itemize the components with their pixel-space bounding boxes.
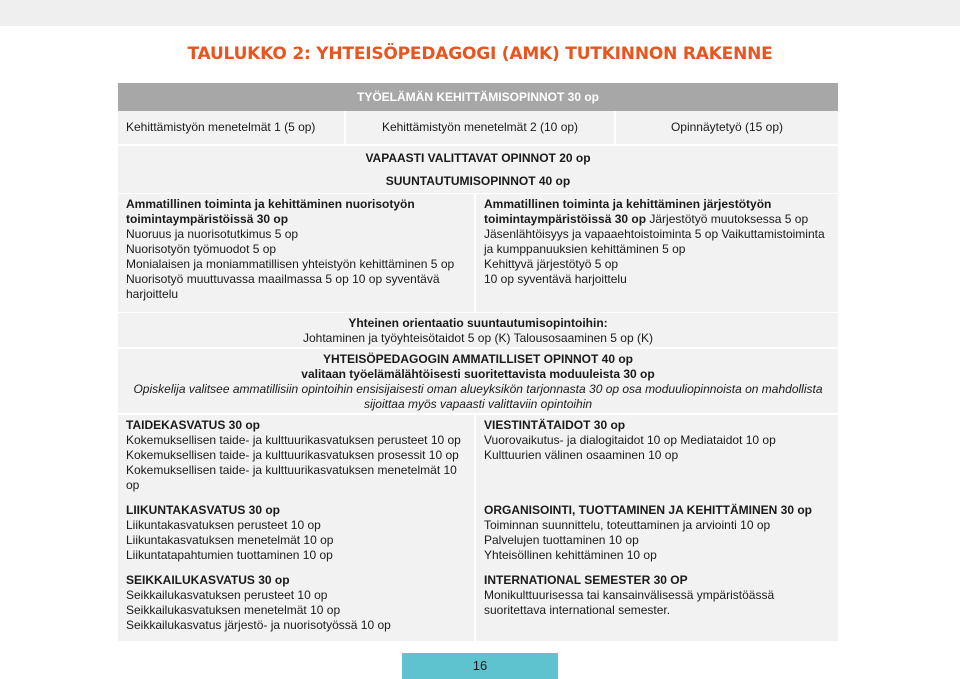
course-line: Nuorisotyön työmuodot 5 op [126,242,277,256]
module-adventure-education [126,573,464,633]
module-communication-skills [484,418,832,463]
page-number: 16 [402,653,558,679]
org-orientation-heading: Ammatillinen toiminta ja kehittäminen järjestötyön [484,197,772,211]
module-course: Kokemuksellisen taide- ja kulttuurikasvatuksen prosessit 10 op [126,448,459,462]
professional-note: Opiskelija valitsee ammatillisiin opintoihin ensisijaisesti oman alueyksikön tarjonnasta 30 op osa moduuliopinnoista on mahdollista [133,382,823,396]
page-title: TAULUKKO 2: YHTEISÖPEDAGOGI (AMK) TUTKINNON RAKENNE [187,44,773,64]
modules-right [476,415,838,618]
module-course: Kokemuksellisen taide- ja kulttuurikasvatuksen perusteet 10 op [126,433,461,447]
methods-row [118,111,838,144]
common-orientation-heading: Yhteinen orientaatio suuntautumisopintoihin: [348,316,608,330]
module-course: Liikuntakasvatuksen perusteet 10 op [126,518,321,532]
module-course: Seikkailukasvatus järjestö- ja nuorisotyössä 10 op [126,618,391,632]
module-course: Kulttuurien välinen osaaminen 10 op [484,448,679,462]
organisation-work-orientation [476,194,838,287]
top-bar [0,0,960,26]
common-orientation-row [118,313,838,347]
professional-heading: YHTEISÖPEDAGOGIN AMMATILLISET OPINNOT 40 op [322,352,633,366]
module-sports-education [126,503,464,563]
module-art-education [126,418,464,493]
module-course: Vuorovaikutus- ja dialogitaidot 10 op Mediataidot 10 op [484,433,776,447]
course-line: harjoittelu [126,287,179,301]
youth-orientation-heading-cont: toimintaympäristöissä 30 op [126,212,289,226]
module-heading: SEIKKAILUKASVATUS 30 op [126,573,290,587]
modules-columns [118,415,838,641]
module-course: Monikulttuurisessa tai kansainvälisessä ympäristöässä [484,588,775,602]
module-heading: TAIDEKASVATUS 30 op [126,418,261,432]
orientation-columns [118,194,838,312]
org-orientation-heading-cont: toimintaympäristöissä 30 op [484,212,647,226]
common-orientation-courses: Johtaminen ja työyhteisötaidot 5 op (K) Talousosaaminen 5 op (K) [303,331,653,345]
header-bar: TYÖELÄMÄN KEHITTÄMISOPINNOT 30 op [118,83,838,111]
module-heading: ORGANISOINTI, TUOTTAMINEN JA KEHITTÄMINEN 30 op [484,503,813,517]
module-course: op [126,478,140,492]
youth-orientation-heading: Ammatillinen toiminta ja kehittäminen nuorisotyön [126,197,415,211]
course-line: Nuorisotyö muuttuvassa maailmassa 5 op 10 op syventävä [126,272,440,286]
module-course: Seikkailukasvatuksen perusteet 10 op [126,588,328,602]
professional-studies-row [118,349,838,413]
module-course: Yhteisöllinen kehittäminen 10 op [484,548,657,562]
module-heading: INTERNATIONAL SEMESTER 30 OP [484,573,688,587]
course-line: ja kumppanuuksien kehittäminen 5 op [484,242,686,256]
free-studies-row: VAPAASTI VALITTAVAT OPINNOT 20 op [118,146,838,170]
course-line: Kehittyvä järjestötyö 5 op [484,257,619,271]
methods-cell-2: Kehittämistyön menetelmät 2 (10 op) [381,120,579,134]
module-organising [484,503,832,563]
course-line: Nuoruus ja nuorisotutkimus 5 op [126,227,299,241]
module-international-semester [484,573,832,618]
orientation-studies-row: SUUNTAUTUMISOPINNOT 40 op [118,170,838,193]
course-line: Monialaisen ja moniammatillisen yhteistyön kehittäminen 5 op [126,257,455,271]
module-course: suoritettava international semester. [484,603,671,617]
module-course: Seikkailukasvatuksen menetelmät 10 op [126,603,341,617]
module-course: Liikuntatapahtumien tuottaminen 10 op [126,548,333,562]
module-course: Toiminnan suunnittelu, toteuttaminen ja arviointi 10 op [484,518,771,532]
module-course: Palvelujen tuottaminen 10 op [484,533,639,547]
module-heading: VIESTINTÄTAIDOT 30 op [484,418,626,432]
module-heading: LIIKUNTAKASVATUS 30 op [126,503,281,517]
course-line: 10 op syventävä harjoittelu [484,272,627,286]
youth-work-orientation [118,194,472,302]
professional-note-cont: sijoittaa myös vapaasti valittaviin opintoihin [363,397,593,411]
module-course: Kokemuksellisen taide- ja kulttuurikasvatuksen menetelmät 10 [126,463,457,477]
methods-cell-1: Kehittämistyön menetelmät 1 (5 op) [126,120,316,134]
professional-subheading: valitaan työelämälähtöisesti suoritettavista moduuleista 30 op [301,367,655,381]
modules-left [118,415,472,633]
module-course: Liikuntakasvatuksen menetelmät 10 op [126,533,334,547]
course-line: Jäsenlähtöisyys ja vapaaehtoistoiminta 5 op Vaikuttamistoiminta [484,227,825,241]
course-line: Järjestötyö muutoksessa 5 op [646,212,809,226]
methods-cell-3: Opinnäytetyö (15 op) [670,120,784,134]
